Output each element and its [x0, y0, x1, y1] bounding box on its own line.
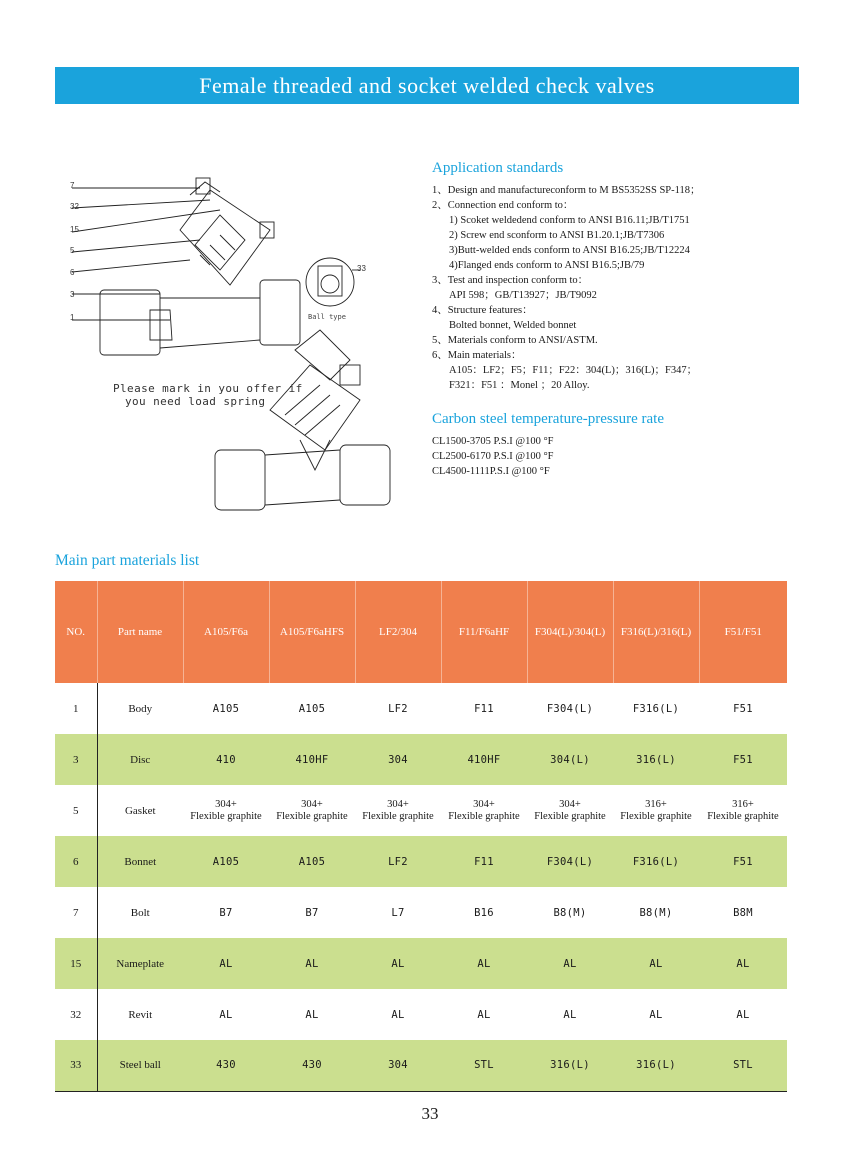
material-cell: 410HF — [269, 734, 355, 785]
material-cell: A105 — [183, 836, 269, 887]
material-cell: AL — [183, 938, 269, 989]
application-line: 5、Materials conform to ANSI/ASTM. — [432, 335, 598, 346]
material-cell: 316(L) — [613, 1040, 699, 1091]
part-number-cell: 32 — [55, 989, 97, 1040]
material-cell: F51 — [733, 702, 753, 715]
material-cell — [527, 785, 613, 836]
carbon-line: CL4500-1111P.S.I @100 °F — [432, 466, 550, 477]
application-line: 3)Butt-welded ends conform to ANSI B16.25;JB/T12224 — [449, 245, 690, 256]
part-label: 7 — [70, 181, 75, 190]
material-cell-line: 304+ — [559, 798, 581, 810]
valve-body-right-end — [260, 280, 300, 345]
page-number: 33 — [421, 1104, 439, 1123]
part-label: 32 — [70, 202, 79, 211]
application-standards — [432, 160, 802, 393]
part-number-cell: 5 — [55, 785, 97, 836]
part-label: 15 — [70, 225, 79, 234]
part-name-cell: Steel ball — [97, 1040, 183, 1091]
material-cell — [613, 785, 699, 836]
material-cell: A105 — [212, 702, 240, 715]
material-cell-line: Flexible graphite — [448, 810, 520, 822]
material-cell: B16 — [474, 906, 494, 919]
table-header-cell: F304(L)/304(L) — [527, 581, 613, 683]
material-cell-line: Flexible graphite — [362, 810, 434, 822]
table-row — [55, 887, 787, 938]
table-row — [55, 1040, 787, 1091]
material-cell — [183, 785, 269, 836]
valve-drawing — [60, 170, 420, 530]
material-cell — [699, 785, 787, 836]
material-cell: AL — [649, 1008, 663, 1021]
material-cell: B7 — [219, 906, 233, 919]
valve-port — [150, 310, 172, 340]
table-header-cell: A105/F6a — [183, 581, 269, 683]
material-cell: B8M — [733, 906, 753, 919]
material-cell: F304(L) — [527, 836, 613, 887]
application-line: 1、Design and manufactureconform to M BS5352SS SP-118； — [432, 185, 701, 196]
part-name-cell: Bolt — [130, 906, 150, 919]
application-line: 6、Main materials： — [432, 350, 522, 361]
application-line: 4、Structure features： — [432, 305, 533, 316]
part-number-cell: 15 — [55, 938, 97, 989]
part-name-cell: Disc — [97, 734, 183, 785]
valve-bonnet — [180, 190, 270, 285]
application-line: 4)Flanged ends conform to ANSI B16.5;JB/79 — [449, 260, 645, 271]
carbon-line: CL2500-6170 P.S.I @100 °F — [432, 451, 554, 462]
table-header-cell: LF2/304 — [355, 581, 441, 683]
table-row — [55, 683, 787, 734]
material-cell: AL — [355, 938, 441, 989]
part-name-cell: Gasket — [124, 804, 156, 817]
material-cell-line: Flexible graphite — [534, 810, 606, 822]
material-cell: LF2 — [388, 702, 408, 715]
material-cell: 316(L) — [613, 734, 699, 785]
part-label: 1 — [70, 313, 75, 322]
material-cell-line: 304+ — [387, 798, 409, 810]
part-number-cell: 1 — [55, 683, 97, 734]
ball-detail-circle — [306, 258, 354, 306]
carbon-line: CL1500-3705 P.S.I @100 °F — [432, 436, 554, 447]
part-number-cell: 6 — [55, 836, 97, 887]
material-cell: AL — [527, 938, 613, 989]
valve2-right-end — [340, 445, 390, 505]
ball-detail-ball — [321, 275, 339, 293]
material-cell: F11 — [474, 702, 494, 715]
spring-note-line: Please mark in you offer if — [113, 382, 303, 395]
material-cell-line: Flexible graphite — [620, 810, 692, 822]
material-cell-line: 304+ — [301, 798, 323, 810]
material-cell: A105 — [298, 702, 326, 715]
material-cell: AL — [699, 938, 787, 989]
material-cell: AL — [305, 1008, 319, 1021]
material-cell: 430 — [269, 1040, 355, 1091]
material-cell — [355, 785, 441, 836]
material-cell — [269, 785, 355, 836]
application-line: 3、Test and inspection conform to： — [432, 275, 589, 286]
material-cell: F316(L) — [632, 702, 680, 715]
table-row — [55, 734, 787, 785]
valve-spring — [200, 235, 235, 265]
material-cell-line: 304+ — [473, 798, 495, 810]
material-cell: STL — [699, 1040, 787, 1091]
application-lines — [432, 183, 802, 393]
ball-label: 33 — [357, 264, 366, 273]
valve-bolt — [196, 178, 210, 194]
table-header-cell: Part name — [97, 581, 183, 683]
table-row — [55, 989, 787, 1040]
material-cell: AL — [563, 1008, 577, 1021]
material-cell: LF2 — [355, 836, 441, 887]
material-cell-line: Flexible graphite — [190, 810, 262, 822]
valve-body-left-end — [100, 290, 160, 355]
part-name-cell: Bonnet — [97, 836, 183, 887]
material-cell: AL — [269, 938, 355, 989]
material-cell: STL — [441, 1040, 527, 1091]
material-cell-line: 316+ — [732, 798, 754, 810]
table-header-cell: A105/F6aHFS — [269, 581, 355, 683]
carbon-steel-section — [432, 411, 802, 479]
material-cell: 410HF — [441, 734, 527, 785]
carbon-heading: Carbon steel temperature-pressure rate — [432, 411, 664, 427]
material-cell: AL — [219, 1008, 233, 1021]
spring-note-line: you need load spring — [125, 395, 266, 408]
material-cell: AL — [736, 1008, 750, 1021]
table-header-cell: NO. — [55, 581, 97, 683]
materials-table — [55, 581, 787, 1092]
material-cell-line: Flexible graphite — [276, 810, 348, 822]
ball-caption: Ball type — [308, 313, 346, 321]
material-cell: B8(M) — [553, 906, 587, 919]
part-label: 5 — [70, 246, 75, 255]
material-cell: F51 — [699, 836, 787, 887]
table-header-cell: F316(L)/316(L) — [613, 581, 699, 683]
table-body — [55, 683, 787, 1091]
application-heading: Application standards — [432, 160, 564, 176]
material-cell: 304 — [355, 1040, 441, 1091]
material-cell-line: 316+ — [645, 798, 667, 810]
page-title: Female threaded and socket welded check valves — [199, 72, 655, 98]
material-cell: 304 — [355, 734, 441, 785]
table-row — [55, 938, 787, 989]
material-cell: 410 — [183, 734, 269, 785]
page-title-banner — [55, 67, 799, 104]
application-line: API 598；GB/T13927；JB/T9092 — [449, 290, 597, 301]
material-cell: F316(L) — [613, 836, 699, 887]
spring-note — [113, 382, 303, 408]
material-cell: 430 — [183, 1040, 269, 1091]
table-header-row — [55, 581, 787, 683]
material-cell: F11 — [441, 836, 527, 887]
material-cell: AL — [391, 1008, 405, 1021]
valve-bolt-top — [190, 182, 220, 195]
material-cell: A105 — [269, 836, 355, 887]
material-cell: AL — [477, 1008, 491, 1021]
table-row — [55, 785, 787, 836]
valve2-body-outline — [265, 450, 340, 505]
valve2-left-end — [215, 450, 265, 510]
valve2-bolt — [340, 365, 360, 385]
material-cell: F304(L) — [546, 702, 594, 715]
material-cell: AL — [613, 938, 699, 989]
part-number-cell: 7 — [55, 887, 97, 938]
material-cell: B8(M) — [639, 906, 673, 919]
material-cell: B7 — [305, 906, 319, 919]
application-line: 1) Scoket weldedend conform to ANSI B16.11;JB/T1751 — [449, 215, 690, 226]
material-cell — [441, 785, 527, 836]
table-header-cell: F51/F51 — [699, 581, 787, 683]
material-cell-line: 304+ — [215, 798, 237, 810]
material-cell: 304(L) — [527, 734, 613, 785]
part-name-cell: Body — [128, 702, 153, 715]
part-name-cell: Revit — [128, 1008, 153, 1021]
application-line: 2) Screw end sconform to ANSI B1.20.1;JB/T7306 — [449, 230, 665, 241]
application-line: A105：LF2；F5；F11；F22：304(L)；316(L)；F347； — [449, 365, 698, 376]
part-label: 6 — [70, 268, 75, 277]
table-row — [55, 836, 787, 887]
part-number-cell: 3 — [55, 734, 97, 785]
material-cell-line: Flexible graphite — [707, 810, 779, 822]
material-cell: F51 — [699, 734, 787, 785]
application-line: 2、Connection end conform to： — [432, 200, 574, 211]
valve2-disc — [300, 440, 330, 470]
application-line: Bolted bonnet, Welded bonnet — [449, 320, 577, 331]
part-number-cell: 33 — [55, 1040, 97, 1091]
materials-heading: Main part materials list — [55, 552, 200, 569]
material-cell: L7 — [391, 906, 405, 919]
table-header-cell: F11/F6aHF — [441, 581, 527, 683]
material-cell: 316(L) — [527, 1040, 613, 1091]
valve-disc — [195, 215, 245, 270]
valve-body-outline — [160, 298, 260, 348]
part-name-cell: Nameplate — [97, 938, 183, 989]
application-line: F321：F51 ：Monel ；20 Alloy. — [449, 380, 590, 391]
material-cell: AL — [441, 938, 527, 989]
part-label: 3 — [70, 290, 75, 299]
